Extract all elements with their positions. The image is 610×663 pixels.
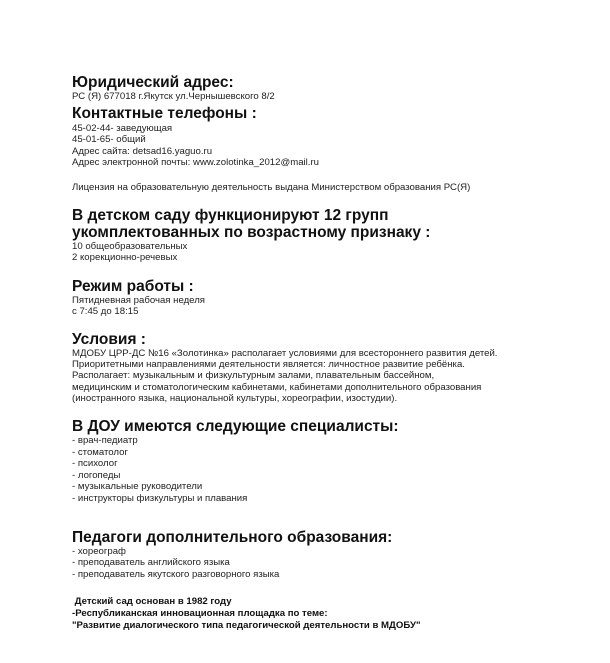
innovation-platform-text: -Республиканская инновационная площадка по теме: [72,607,328,619]
conditions-line: (иностранного языка, национальной культуры, хореографии, изостудии). [72,392,398,404]
founded-text: Детский сад основан в 1982 году [72,596,232,608]
document-page [72,74,592,631]
teachers-list [72,546,592,581]
list-item: - преподаватель английского языка [72,557,230,569]
specialists-heading: В ДОУ имеются следующие специалисты: [72,418,399,436]
list-item: - преподаватель якутского разговорного языка [72,568,280,580]
teachers-heading: Педагоги дополнительного образования: [72,528,393,546]
contacts-heading: Контактные телефоны : [72,105,257,123]
legal-address-text: РС (Я) 677018 г.Якутск ул.Чернышевского 8/2 [72,91,275,102]
list-item: - психолог [72,458,118,470]
list-item: - инструкторы физкультуры и плавания [72,493,248,505]
groups-correction: 2 корекционно-речевых [72,252,178,264]
legal-address-heading: Юридический адрес: [72,74,234,91]
list-item: - хореограф [72,545,126,557]
phone-head: 45-02-44- заведующая [72,123,173,135]
conditions-line: Приоритетными направлениями деятельности является: личностное развитие ребёнка. [72,359,465,371]
list-item: - врач-педиатр [72,435,138,447]
conditions-line: МДОБУ ЦРР-ДС №16 «Золотинка» располагает условиями для всестороннего развития детей. [72,348,498,360]
groups-heading-line2: укомплектованных по возрастному признаку : [72,224,431,242]
groups-general: 10 общеобразовательных [72,241,188,253]
site-address: Адрес сайта: detsad16.yaguo.ru [72,145,213,157]
schedule-hours: с 7:45 до 18:15 [72,305,139,317]
conditions-line: Располагает: музыкальным и физкультурным залами, плавательным бассейном, [72,370,435,382]
specialists-list [72,435,592,505]
conditions-line: медицинским и стоматологическим кабинетами, кабинетами дополнительного образования [72,381,482,393]
conditions-heading: Условия : [72,331,146,349]
license-text: Лицензия на образовательную деятельность выдана Министерством образования РС(Я) [72,182,471,194]
schedule-heading: Режим работы : [72,277,194,295]
footer-block [72,596,592,631]
list-item: - музыкальные руководители [72,481,203,493]
innovation-topic-text: "Развитие диалогического типа педагогической деятельности в МДОБУ" [72,619,421,631]
email-address: Адрес электронной почты: www.zolotinka_2012@mail.ru [72,156,320,168]
list-item: - стоматолог [72,446,128,458]
groups-heading-line1: В детском саду функционируют 12 групп [72,207,389,225]
list-item: - логопеды [72,469,121,481]
schedule-week: Пятидневная рабочая неделя [72,294,205,306]
phone-general: 45-01-65- общий [72,134,146,146]
